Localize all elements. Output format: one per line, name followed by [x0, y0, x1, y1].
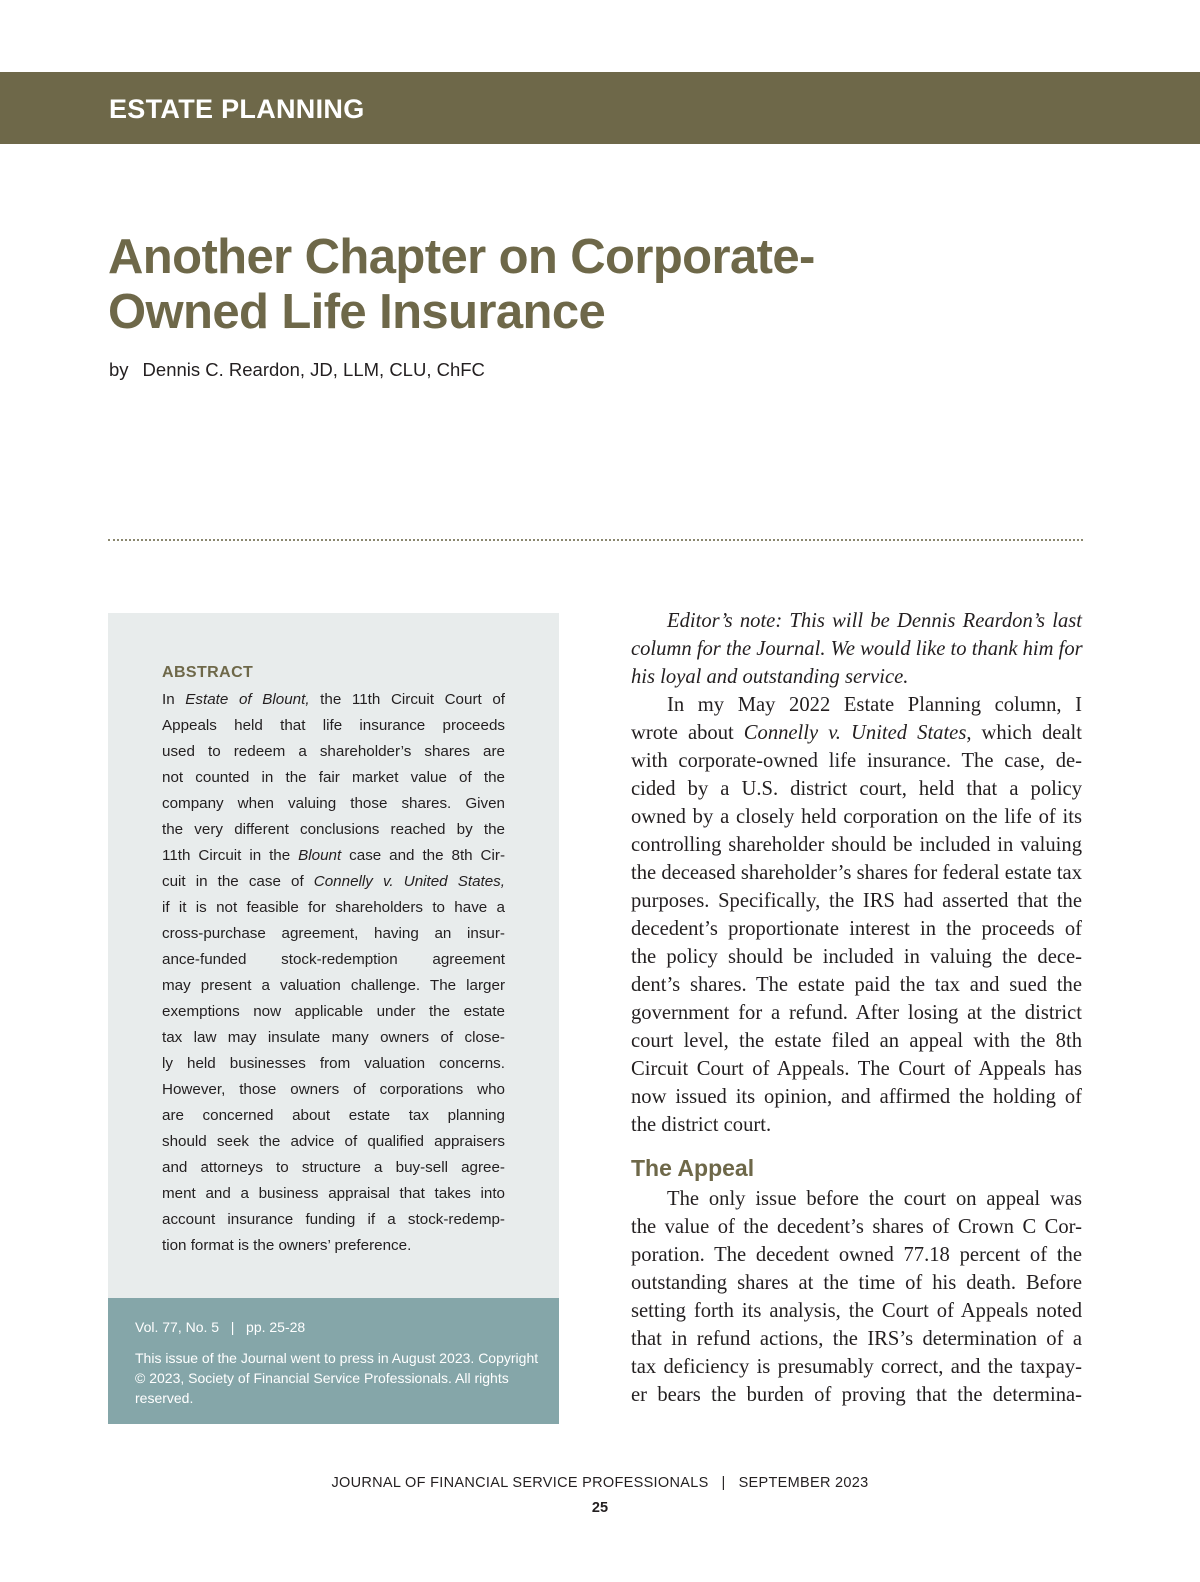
abstract-line [162, 973, 505, 999]
abstract-heading: ABSTRACT [162, 664, 254, 681]
text-segment: ly held businesses from valuation concerns. [162, 1055, 505, 1072]
abstract-line [162, 817, 505, 843]
press-copyright-note: This issue of the Journal went to press in August 2023. Copyright © 2023, Society of Financial Service Professionals. All rights reserved. [135, 1350, 539, 1406]
intro-paragraph-line [631, 775, 1082, 803]
text-segment: his loyal and outstanding service. [631, 666, 909, 688]
footer-journal-line: JOURNAL OF FINANCIAL SERVICE PROFESSIONALS | SEPTEMBER 2023 [331, 1475, 869, 1491]
text-segment: purposes. Specifically, the IRS had asserted that the [631, 890, 1082, 912]
abstract-line [162, 895, 505, 921]
text-segment: the very different conclusions reached by the [162, 821, 505, 838]
text-segment: that in refund actions, the IRS’s determination of a [631, 1328, 1082, 1350]
italic-text: Connelly v. United States [743, 722, 967, 744]
text-segment: not counted in the fair market value of the [162, 769, 505, 786]
text-segment: er bears the burden of proving that the determina- [631, 1384, 1082, 1406]
author-name: Dennis C. Reardon, JD, LLM, CLU, ChFC [142, 359, 485, 380]
abstract-line [162, 765, 505, 791]
text-segment: controlling shareholder should be included in valuing [631, 834, 1082, 856]
abstract-box [108, 613, 559, 1298]
abstract-line [162, 1025, 505, 1051]
text-segment: tax deficiency is presumably correct, and the taxpay- [631, 1356, 1082, 1378]
abstract-line [162, 1077, 505, 1103]
subheading-the-appeal: The Appeal [631, 1155, 755, 1181]
text-segment: ment and a business appraisal that takes into [162, 1185, 505, 1202]
abstract-line [162, 1103, 505, 1129]
editor-note-line [631, 663, 1082, 691]
intro-paragraph-line [631, 747, 1082, 775]
abstract-line [162, 687, 505, 713]
byline-prefix: by [109, 359, 129, 380]
text-segment: are concerned about estate tax planning [162, 1107, 505, 1124]
intro-paragraph-line [631, 691, 1082, 719]
appeal-paragraph-line [631, 1269, 1082, 1297]
text-segment: In my May 2022 Estate Planning column, I [667, 694, 1082, 716]
appeal-paragraph-line [631, 1185, 1082, 1213]
text-segment: column for the Journal. We would like to thank him for [631, 638, 1083, 660]
abstract-line [162, 1233, 505, 1259]
intro-paragraph-line [631, 831, 1082, 859]
appeal-paragraph-line [631, 1325, 1082, 1353]
text-segment: case and the 8th Cir- [341, 847, 505, 864]
text-segment: the 11th Circuit Court of [309, 691, 506, 708]
editor-note-line [631, 607, 1082, 635]
appeal-paragraph-line [631, 1297, 1082, 1325]
text-segment: setting forth its analysis, the Court of Appeals noted [631, 1300, 1082, 1322]
text-segment: Editor’s note: This will be Dennis Reardon’s last [667, 610, 1082, 632]
intro-paragraph-line [631, 859, 1082, 887]
text-segment: and attorneys to structure a buy-sell agree- [162, 1159, 505, 1176]
intro-paragraph-line [631, 915, 1082, 943]
intro-paragraph-line [631, 971, 1082, 999]
text-segment: The only issue before the court on appeal was [667, 1188, 1082, 1210]
intro-paragraph-line [631, 1027, 1082, 1055]
text-segment: cided by a U.S. district court, held that a policy [631, 778, 1082, 800]
editor-note [631, 607, 1082, 691]
appeal-paragraph-line [631, 1381, 1082, 1409]
appeal-paragraph-line [631, 1353, 1082, 1381]
text-segment: court level, the estate filed an appeal with the 8th [631, 1030, 1082, 1052]
text-segment: cross-purchase agreement, having an insur- [162, 925, 505, 942]
text-segment: In [162, 691, 186, 708]
text-segment: outstanding shares at the time of his death. Before [631, 1272, 1082, 1294]
editor-note-line [631, 635, 1082, 663]
abstract-line [162, 843, 505, 869]
text-segment: dent’s shares. The estate paid the tax and sued the [631, 974, 1082, 996]
text-segment: the deceased shareholder’s shares for federal estate tax [631, 862, 1082, 884]
title-line-2: Owned Life Insurance [108, 285, 606, 339]
abstract-line [162, 869, 505, 895]
text-segment: tion format is the owners’ preference. [162, 1237, 412, 1254]
abstract-line [162, 739, 505, 765]
text-segment: if it is not feasible for shareholders to have a [162, 899, 505, 916]
text-segment: decedent’s proportionate interest in the proceeds of [631, 918, 1082, 940]
abstract-line [162, 1051, 505, 1077]
text-segment: with corporate-owned life insurance. The case, de- [631, 750, 1082, 772]
text-segment: the policy should be included in valuing the dece- [631, 946, 1082, 968]
text-segment: may present a valuation challenge. The larger [162, 977, 505, 994]
appeal-paragraph-line [631, 1241, 1082, 1269]
abstract-line [162, 1155, 505, 1181]
text-segment: exemptions now applicable under the estate [162, 1003, 505, 1020]
text-segment: company when valuing those shares. Given [162, 795, 505, 812]
text-segment: cuit in the case of [162, 873, 314, 890]
text-segment: ance-funded stock-redemption agreement [162, 951, 505, 968]
appeal-paragraph [631, 1185, 1082, 1409]
text-segment: 11th Circuit in the [162, 847, 299, 864]
text-segment: the district court. [631, 1114, 772, 1136]
title-line-1: Another Chapter on Corporate- [108, 230, 815, 284]
abstract-line [162, 791, 505, 817]
article-body [631, 607, 1082, 1409]
text-segment: However, those owners of corporations who [162, 1081, 505, 1098]
intro-paragraph-line [631, 1055, 1082, 1083]
text-segment: account insurance funding if a stock-redemp- [162, 1211, 505, 1228]
intro-paragraph [631, 691, 1082, 1139]
issue-reference: Vol. 77, No. 5 | pp. 25-28 [135, 1319, 306, 1335]
text-segment: the value of the decedent’s shares of Crown C Cor- [631, 1216, 1082, 1238]
text-segment: owned by a closely held corporation on the life of its [631, 806, 1082, 828]
text-segment: government for a refund. After losing at the district [631, 1002, 1082, 1024]
abstract-line [162, 1207, 505, 1233]
byline [109, 358, 485, 382]
intro-paragraph-line [631, 1083, 1082, 1111]
italic-text: Estate of Blount, [185, 691, 310, 708]
abstract-line [162, 999, 505, 1025]
italic-text: Blount [298, 847, 342, 864]
text-segment: should seek the advice of qualified appraisers [162, 1133, 505, 1150]
abstract-line [162, 1181, 505, 1207]
text-segment: now issued its opinion, and affirmed the holding of [631, 1086, 1082, 1108]
text-segment: wrote about [631, 722, 744, 744]
text-segment: poration. The decedent owned 77.18 percent of the [631, 1244, 1082, 1266]
intro-paragraph-line [631, 999, 1082, 1027]
abstract-line [162, 947, 505, 973]
page-number: 25 [591, 1500, 609, 1516]
intro-paragraph-line [631, 803, 1082, 831]
abstract-line [162, 713, 505, 739]
section-label: ESTATE PLANNING [109, 94, 365, 124]
issue-info-box [108, 1298, 559, 1424]
intro-paragraph-line [631, 719, 1082, 747]
dotted-divider [108, 539, 1083, 541]
text-segment: Appeals held that life insurance proceeds [162, 717, 505, 734]
intro-paragraph-line [631, 1111, 1082, 1139]
intro-paragraph-line [631, 887, 1082, 915]
text-segment: tax law may insulate many owners of close- [162, 1029, 505, 1046]
text-segment: , which dealt [966, 722, 1082, 744]
intro-paragraph-line [631, 943, 1082, 971]
abstract-line [162, 1129, 505, 1155]
appeal-paragraph-line [631, 1213, 1082, 1241]
abstract-line [162, 921, 505, 947]
text-segment: Circuit Court of Appeals. The Court of Appeals has [631, 1058, 1082, 1080]
italic-text: Connelly v. United States, [313, 873, 505, 890]
abstract-body [162, 687, 505, 1259]
text-segment: used to redeem a shareholder’s shares are [162, 743, 505, 760]
article-title [108, 230, 815, 340]
